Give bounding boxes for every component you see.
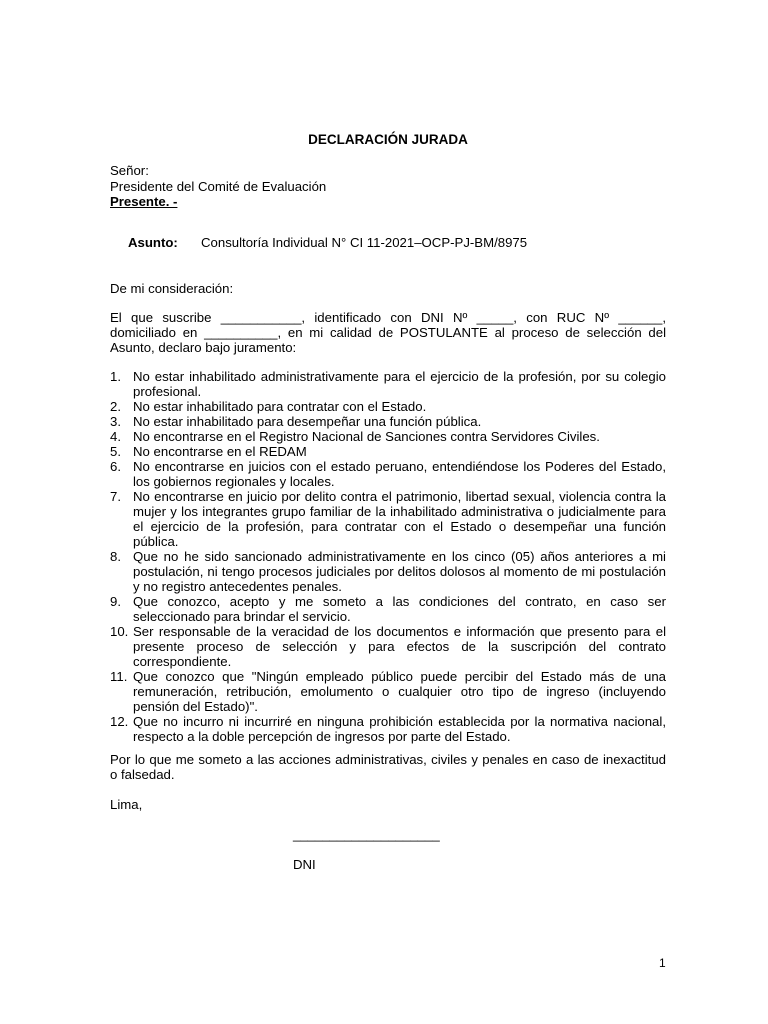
- item-number: 7.: [110, 489, 121, 504]
- item-number: 5.: [110, 444, 121, 459]
- item-number: 10.: [110, 624, 129, 639]
- item-text: Que conozco que "Ningún empleado público puede percibir del Estado más de una remuneración, retribución, emolumento o cualquier otro tipo de ingreso (incluyendo pensión del Estado)".: [133, 669, 666, 714]
- item-text: No encontrarse en el Registro Nacional de Sanciones contra Servidores Civiles.: [133, 429, 600, 444]
- item-number: 1.: [110, 369, 121, 384]
- item-number: 2.: [110, 399, 121, 414]
- list-item: [110, 549, 666, 594]
- dni-label: DNI: [293, 857, 316, 872]
- presente-label: Presente. -: [110, 194, 178, 209]
- item-number: 11.: [110, 669, 128, 684]
- declarations-list: [110, 369, 666, 744]
- list-item: [110, 594, 666, 624]
- list-item: [110, 459, 666, 489]
- asunto-value: Consultoría Individual N° CI 11-2021–OCP-PJ-BM/8975: [201, 235, 528, 250]
- item-number: 6.: [110, 459, 121, 474]
- closing-paragraph: Por lo que me someto a las acciones administrativas, civiles y penales en caso de inexactitud o falsedad.: [110, 752, 666, 782]
- asunto-label: Asunto:: [128, 235, 178, 250]
- list-item: [110, 669, 666, 714]
- list-item: [110, 714, 666, 744]
- addressee-name: Presidente del Comité de Evaluación: [110, 178, 327, 194]
- list-item: [110, 414, 666, 429]
- item-number: 8.: [110, 549, 121, 564]
- list-item: [110, 624, 666, 669]
- asunto-line: [128, 235, 527, 250]
- item-text: Que no incurro ni incurriré en ninguna prohibición establecida por la normativa nacional, respecto a la doble percepción de ingresos por parte del Estado.: [133, 714, 666, 744]
- document-title: DECLARACIÓN JURADA: [308, 132, 468, 147]
- item-text: Que conozco, acepto y me someto a las condiciones del contrato, en caso ser seleccionado para brindar el servicio.: [133, 594, 666, 624]
- addressee-block: [110, 163, 326, 210]
- item-number: 4.: [110, 429, 121, 444]
- list-item: [110, 369, 666, 399]
- list-item: [110, 399, 666, 414]
- item-text: No encontrarse en el REDAM: [133, 444, 307, 459]
- item-number: 12.: [110, 714, 129, 729]
- item-text: No encontrarse en juicio por delito contra el patrimonio, libertad sexual, violencia contra la mujer y los integrantes grupo familiar de la inhabilitado administrativa o judicialmente para el ejercicio de la profesión, para contratar con el Estado o desempeñar una función pública.: [133, 489, 666, 549]
- greeting: De mi consideración:: [110, 281, 234, 296]
- item-text: Que no he sido sancionado administrativamente en los cinco (05) años anteriores a mi postulación, ni tengo procesos judiciales por delitos dolosos al momento de mi postulación y no registro antecedentes penales.: [133, 549, 666, 594]
- intro-paragraph: El que suscribe ___________, identificado con DNI Nº _____, con RUC Nº ______, domiciliado en __________, en mi calidad de POSTULANTE al proceso de selección del Asunto, declaro bajo juramento:: [110, 310, 666, 355]
- item-text: No encontrarse en juicios con el estado peruano, entendiéndose los Poderes del Estado, los gobiernos regionales y locales.: [133, 459, 666, 489]
- list-item: [110, 444, 666, 459]
- item-number: 3.: [110, 414, 121, 429]
- list-item: [110, 429, 666, 444]
- item-text: Ser responsable de la veracidad de los documentos e información que presento para el presente proceso de selección y para efectos de la suscripción del contrato correspondiente.: [133, 624, 666, 669]
- list-item: [110, 489, 666, 549]
- item-number: 9.: [110, 594, 121, 609]
- addressee-salutation: Señor:: [110, 163, 149, 178]
- item-text: No estar inhabilitado para desempeñar una función pública.: [133, 414, 482, 429]
- signature-line: ____________________: [293, 827, 440, 842]
- page-number: 1: [659, 956, 666, 970]
- item-text: No estar inhabilitado administrativamente para el ejercicio de la profesión, por su colegio profesional.: [133, 369, 666, 399]
- item-text: No estar inhabilitado para contratar con el Estado.: [133, 399, 427, 414]
- city-label: Lima,: [110, 797, 143, 812]
